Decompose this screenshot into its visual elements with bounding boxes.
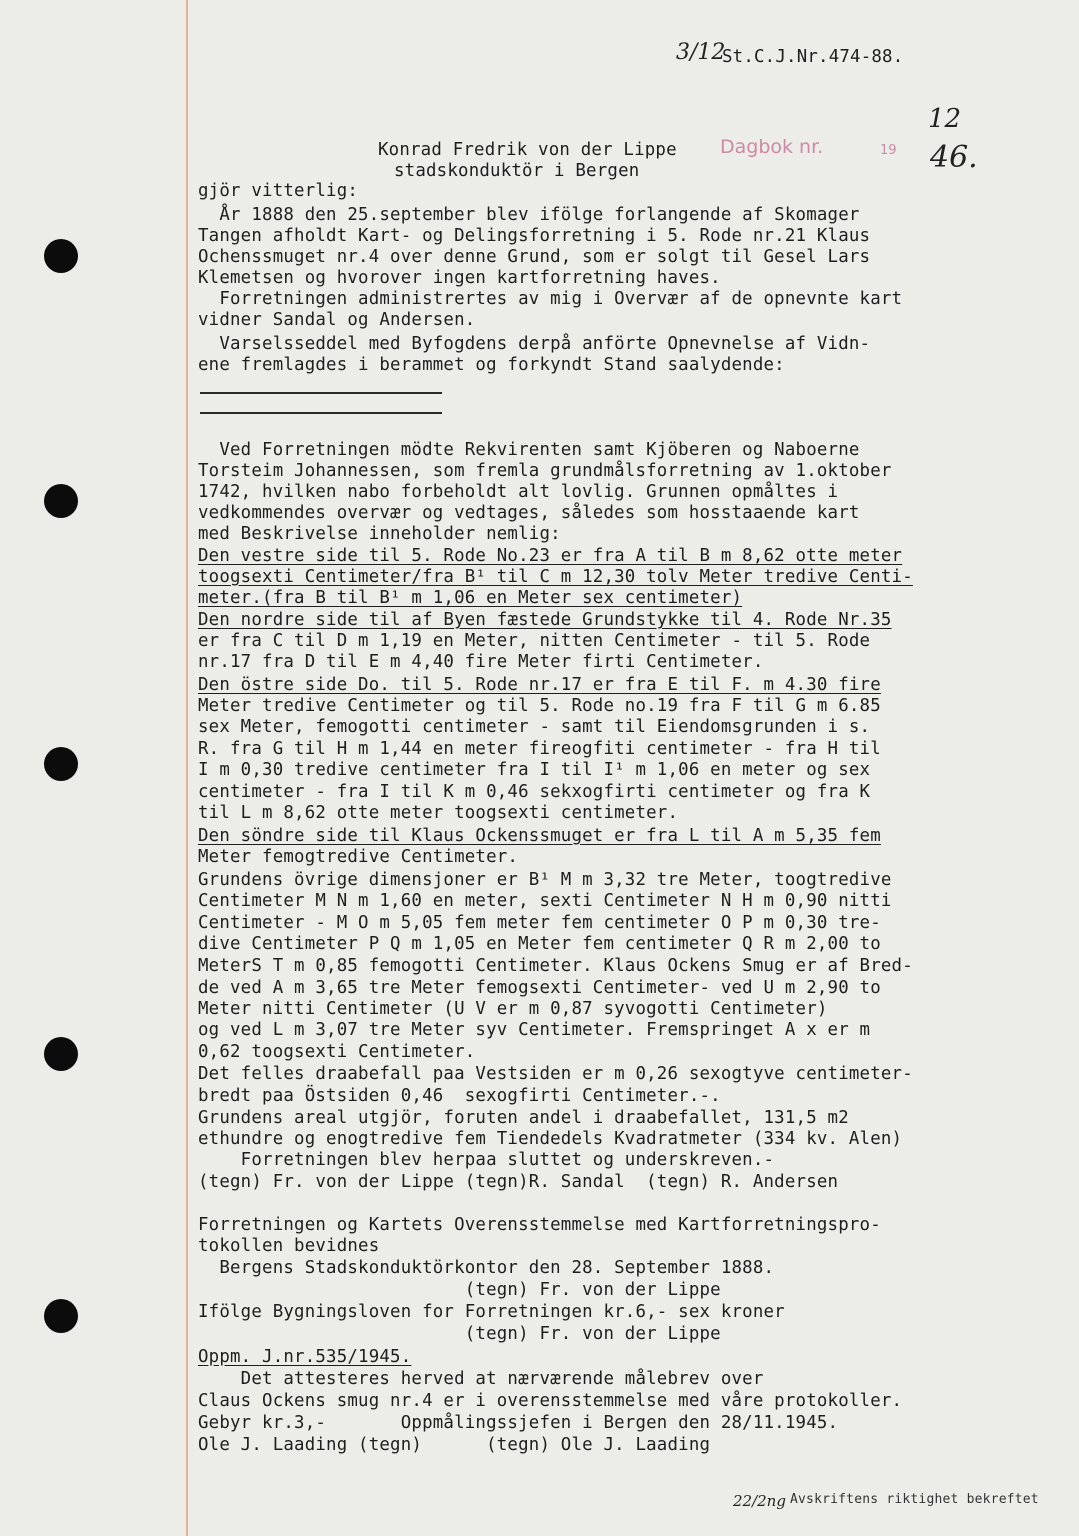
diary-stamp-label: Dagbok nr.	[720, 136, 824, 158]
text-line: 1742, hvilken nabo forbeholdt alt lovlig. Grunnen opmåltes i	[198, 482, 839, 502]
text-line: Bergens Stadskonduktörkontor den 28. September 1888.	[198, 1258, 775, 1278]
text-line: nr.17 fra D til E m 4,40 fire Meter firti Centimeter.	[198, 652, 764, 672]
punch-hole	[44, 1299, 78, 1333]
signature-line: (tegn) Fr. von der Lippe	[198, 1324, 721, 1344]
text-line: centimeter - fra I til K m 0,46 sekxogfirti centimeter og fra K	[198, 782, 871, 802]
text-line-west-side: Den vestre side til 5. Rode No.23 er fra A til B m 8,62 otte meter	[198, 546, 903, 566]
text-line: meter.(fra B til B¹ m 1,06 en Meter sex centimeter)	[198, 588, 743, 608]
text-line: Varselsseddel med Byfogdens derpå anförte Opnevnelse af Vidn-	[198, 334, 871, 354]
punch-hole	[44, 1037, 78, 1071]
text-line: vidner Sandal og Andersen.	[198, 310, 476, 330]
text-line: ene fremlagdes i berammet og forkyndt Stand saalydende:	[198, 355, 785, 375]
text-line: ethundre og enogtredive fem Tiendedels Kvadratmeter (334 kv. Alen)	[198, 1129, 903, 1149]
text-line: og ved L m 3,07 tre Meter syv Centimeter. Fremspringet A x er m	[198, 1020, 871, 1040]
signature-line: (tegn) Fr. von der Lippe (tegn)R. Sandal (tegn) R. Andersen	[198, 1172, 839, 1192]
text-line-south-side: Den söndre side til Klaus Ockenssmuget er fra L til A m 5,35 fem	[198, 826, 881, 846]
journal-ref: St.C.J.Nr.474-88.	[722, 47, 904, 67]
text-line: tokollen bevidnes	[198, 1236, 380, 1256]
issuer-title: stadskonduktör i Bergen	[394, 161, 640, 181]
blank-rule	[200, 392, 442, 394]
text-line: Grundens areal utgjör, foruten andel i draabefallet, 131,5 m2	[198, 1108, 849, 1128]
text-line: Claus Ockens smug nr.4 er i overensstemmelse med våre protokoller.	[198, 1391, 903, 1411]
text-line: vedkommendes overvær og vedtages, således som hosstaaende kart	[198, 503, 860, 523]
text-line: Det felles draabefall paa Vestsiden er m 0,26 sexogtyve centimeter-	[198, 1064, 913, 1084]
text-line: gjör vitterlig:	[198, 181, 359, 201]
punch-hole	[44, 484, 78, 518]
text-line: Meter tredive Centimeter og til 5. Rode no.19 fra F til G m 6.85	[198, 696, 881, 716]
text-line: Det attesteres herved at nærværende målebrev over	[198, 1369, 764, 1389]
text-line: Meter nitti Centimeter (U V er m 0,87 syvogotti Centimeter)	[198, 999, 828, 1019]
text-line: Torsteim Johannessen, som fremla grundmålsforretning av 1.oktober	[198, 461, 892, 481]
handwritten-ref: 3/12	[676, 40, 726, 65]
signature-line: Ole J. Laading (tegn) (tegn) Ole J. Laading	[198, 1435, 711, 1455]
text-line: Forretningen administrertes av mig i Overvær af de opnevnte kart	[198, 289, 903, 309]
handwritten-folio-top: 12	[928, 104, 962, 134]
text-line: bredt paa Östsiden 0,46 sexogfirti Centimeter.-.	[198, 1086, 721, 1106]
text-line: År 1888 den 25.september blev ifölge forlangende af Skomager	[198, 205, 860, 225]
text-line: Ochenssmuget nr.4 over denne Grund, som er solgt til Gesel Lars	[198, 247, 871, 267]
text-line-north-side: Den nordre side til af Byen fæstede Grundstykke til 4. Rode Nr.35	[198, 610, 892, 630]
text-line: dive Centimeter P Q m 1,05 en Meter fem centimeter Q R m 2,00 to	[198, 934, 881, 954]
text-line: Centimeter M N m 1,60 en meter, sexti Centimeter N H m 0,90 nitti	[198, 891, 892, 911]
text-line: til L m 8,62 otte meter toogsexti centimeter.	[198, 803, 679, 823]
text-line: Centimeter - M O m 5,05 fem meter fem centimeter O P m 0,30 tre-	[198, 913, 881, 933]
text-line: Tangen afholdt Kart- og Delingsforretning i 5. Rode nr.21 Klaus	[198, 226, 871, 246]
text-line: er fra C til D m 1,19 en Meter, nitten Centimeter - til 5. Rode	[198, 631, 871, 651]
text-line: Ifölge Bygningsloven for Forretningen kr.6,- sex kroner	[198, 1302, 785, 1322]
text-line: Grundens övrige dimensjoner er B¹ M m 3,32 tre Meter, toogtredive	[198, 870, 892, 890]
text-line: sex Meter, femogotti centimeter - samt til Eiendomsgrunden i s.	[198, 717, 871, 737]
punch-hole	[44, 747, 78, 781]
oppm-journal-ref: Oppm. J.nr.535/1945.	[198, 1347, 412, 1367]
text-line: I m 0,30 tredive centimeter fra I til I¹ m 1,06 en meter og sex	[198, 760, 871, 780]
text-line: Forretningen blev herpaa sluttet og underskreven.-	[198, 1150, 775, 1170]
text-line: Forretningen og Kartets Overensstemmelse med Kartforretningspro-	[198, 1215, 881, 1235]
text-line: Ved Forretningen mödte Rekvirenten samt Kjöberen og Naboerne	[198, 440, 860, 460]
issuer-name: Konrad Fredrik von der Lippe	[378, 140, 677, 160]
margin-rule	[186, 0, 188, 1536]
text-line: Meter femogtredive Centimeter.	[198, 847, 519, 867]
handwritten-folio-bottom: 46.	[930, 140, 978, 175]
certification-stamp: Avskriftens riktighet bekreftet	[790, 1492, 1039, 1507]
text-line: med Beskrivelse inneholder nemlig:	[198, 524, 561, 544]
text-line: 0,62 toogsexti Centimeter.	[198, 1042, 476, 1062]
punch-hole	[44, 239, 78, 273]
handwritten-note: 22/2ng	[733, 1492, 786, 1510]
text-line: R. fra G til H m 1,44 en meter fireogfiti centimeter - fra H til	[198, 739, 881, 759]
text-line: Klemetsen og hvorover ingen kartforretning haves.	[198, 268, 721, 288]
text-line-east-side: Den östre side Do. til 5. Rode nr.17 er fra E til F. m 4.30 fire	[198, 675, 881, 695]
signature-line: (tegn) Fr. von der Lippe	[198, 1280, 721, 1300]
text-line: de ved A m 3,65 tre Meter femogsexti Centimeter- ved U m 2,90 to	[198, 978, 881, 998]
text-line: Gebyr kr.3,- Oppmålingssjefen i Bergen den 28/11.1945.	[198, 1413, 839, 1433]
diary-stamp-year: 19	[880, 143, 897, 158]
text-line: MeterS T m 0,85 femogotti Centimeter. Klaus Ockens Smug er af Bred-	[198, 956, 913, 976]
blank-rule	[200, 412, 442, 414]
text-line: toogsexti Centimeter/fra B¹ til C m 12,30 tolv Meter tredive Centi-	[198, 567, 913, 587]
